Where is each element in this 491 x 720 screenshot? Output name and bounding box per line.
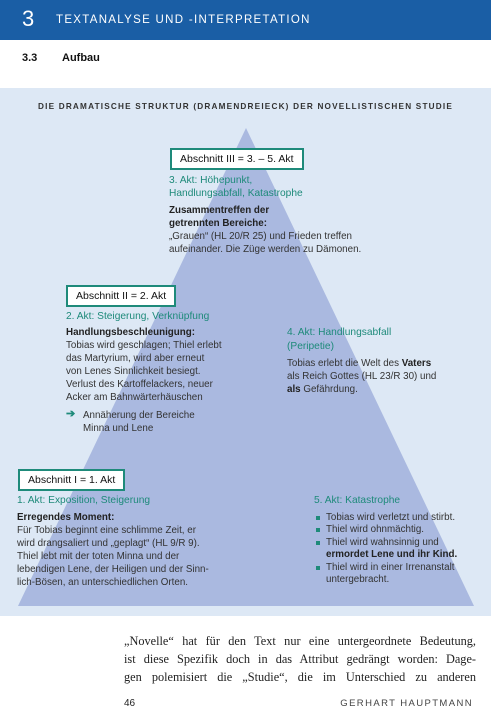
akt5-bullet-list bbox=[314, 512, 479, 586]
section-title: Aufbau bbox=[62, 52, 100, 64]
akt1-bold-line: Erregendes Moment: bbox=[17, 512, 115, 523]
akt1-text-line4: lebendigen Lene, der Heiligen und der Sinn- bbox=[17, 564, 209, 575]
akt3-bold-line1: Zusammentreffen der bbox=[169, 205, 270, 216]
akt4-text-line2: als Reich Gottes (HL 23/R 30) und bbox=[287, 371, 437, 382]
chapter-title: TEXTANALYSE UND -INTERPRETATION bbox=[56, 14, 311, 26]
akt2-bold-line: Handlungsbeschleunigung: bbox=[66, 327, 195, 338]
akt1-text-line5: lich-Bösen, an unterschiedlichen Orten. bbox=[17, 577, 188, 588]
akt3-bold-line2: getrennten Bereiche: bbox=[169, 218, 267, 229]
akt2-text-line4: Verlust des Kartoffelackers, neuer bbox=[66, 379, 213, 390]
akt4-line3-bold: als bbox=[287, 384, 301, 395]
akt3-heading-line1: 3. Akt: Höhepunkt, bbox=[169, 175, 253, 186]
akt5-bullet-1: Tobias wird verletzt und stirbt. bbox=[314, 512, 479, 524]
akt2-arrow-line2: Minna und Lene bbox=[83, 423, 154, 434]
akt4-line3-rest: Gefährdung. bbox=[300, 384, 358, 395]
body-paragraph bbox=[124, 632, 476, 686]
arrow-right-icon: ➔ bbox=[66, 408, 76, 420]
abschnitt-1-label: Abschnitt I = 1. Akt bbox=[18, 469, 125, 491]
akt2-text-line1: Tobias wird geschlagen; Thiel erlebt bbox=[66, 340, 222, 351]
akt4-line1-bold: Vaters bbox=[401, 358, 432, 369]
page-number: 46 bbox=[124, 698, 136, 709]
akt1-text-line1: Für Tobias beginnt eine schlimme Zeit, er bbox=[17, 525, 196, 536]
akt1-text-line3: Thiel lebt mit der toten Minna und der bbox=[17, 551, 180, 562]
akt5-bullet-2: Thiel wird ohnmächtig. bbox=[314, 524, 479, 536]
chapter-number: 3 bbox=[22, 6, 35, 31]
akt4-line1-pre: Tobias erlebt die Welt des bbox=[287, 358, 402, 369]
akt5-bullet-3 bbox=[314, 537, 479, 562]
akt2-arrow-line1: Annäherung der Bereiche bbox=[83, 410, 195, 421]
akt5-bullet-4-line1: Thiel wird in einer Irrenanstalt bbox=[326, 561, 455, 573]
akt5-bullet-4-line2: untergebracht. bbox=[326, 574, 390, 586]
akt1-heading: 1. Akt: Exposition, Steigerung bbox=[17, 495, 151, 506]
akt5-bullet-3-line1: Thiel wird wahnsinnig und bbox=[326, 536, 439, 548]
akt2-heading: 2. Akt: Steigerung, Verknüpfung bbox=[66, 311, 210, 322]
akt5-heading: 5. Akt: Katastrophe bbox=[314, 495, 401, 506]
akt4-heading-line1: 4. Akt: Handlungsabfall bbox=[287, 327, 392, 338]
footer-author: GERHART HAUPTMANN bbox=[340, 698, 473, 709]
akt1-text-line2: wird drangsaliert und „geplagt“ (HL 9/R 9). bbox=[17, 538, 200, 549]
akt2-text-line2: das Martyrium, wird aber erneut bbox=[66, 353, 205, 364]
akt3-text-line2: aufeinander. Die Züge werden zu Dämonen. bbox=[169, 244, 362, 255]
diagram-title: DIE DRAMATISCHE STRUKTUR (DRAMENDREIECK) DER NOVELLISTISCHEN STUDIE bbox=[37, 102, 454, 111]
section-number: 3.3 bbox=[22, 52, 38, 64]
akt2-text-line5: Acker am Bahnwärterhäuschen bbox=[66, 392, 203, 403]
akt5-bullet-4 bbox=[314, 562, 479, 587]
akt3-heading-line2: Handlungsabfall, Katastrophe bbox=[169, 188, 303, 199]
akt5-bullet-3-line2: ermordet Lene und ihr Kind. bbox=[326, 549, 458, 561]
abschnitt-3-label: Abschnitt III = 3. – 5. Akt bbox=[170, 148, 304, 170]
akt2-text-line3: von Lenes Sinnlichkeit besiegt. bbox=[66, 366, 201, 377]
akt4-text-line1 bbox=[287, 358, 431, 370]
akt4-text-line3 bbox=[287, 384, 358, 396]
body-line-1: „Novelle“ hat für den Text nur eine untergeordnete Bedeutung, bbox=[124, 634, 476, 648]
body-line-3: gen polemisiert die „Studie“, die im Unterschied zu anderen bbox=[124, 670, 476, 684]
akt4-heading-line2: (Peripetie) bbox=[287, 341, 334, 352]
abschnitt-2-label: Abschnitt II = 2. Akt bbox=[66, 285, 176, 307]
body-line-2: ist diese Spezifik doch in das Attribut gedrängt worden: Dage- bbox=[124, 652, 476, 666]
akt3-text-line1: „Grauen“ (HL 20/R 25) und Frieden treffen bbox=[169, 231, 352, 242]
